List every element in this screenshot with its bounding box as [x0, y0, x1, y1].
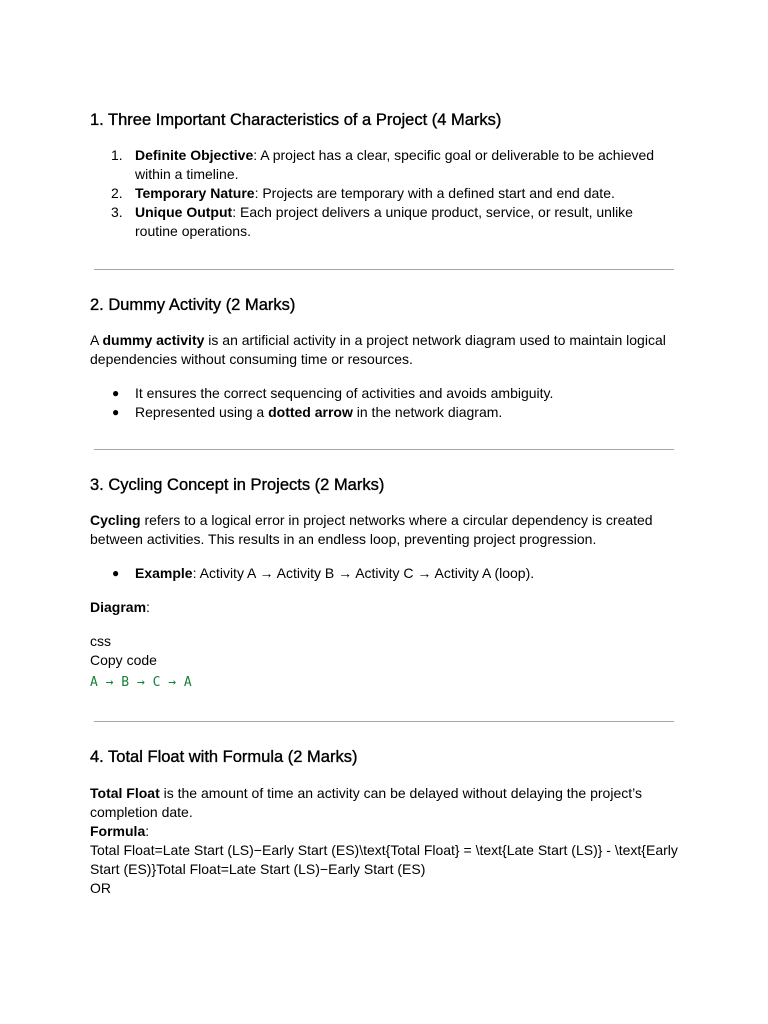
list-text: : Each project delivers a unique product, service, or result, unlike routine operations. — [135, 204, 633, 239]
term-dummy-activity: dummy activity — [102, 332, 205, 348]
dummy-activity-bullets — [90, 384, 678, 422]
section-divider — [94, 269, 674, 270]
list-item — [90, 184, 678, 203]
bullet-text: Represented using a — [135, 404, 269, 420]
bullet-text: in the network diagram. — [352, 404, 503, 420]
cycling-definition — [90, 511, 678, 549]
bullet-icon: ● — [112, 405, 120, 419]
bullet-icon: ● — [112, 386, 120, 400]
formula-label — [90, 822, 678, 841]
list-number: 2. — [111, 185, 123, 201]
colon: : — [146, 599, 150, 615]
code-block: A → B → C → A — [90, 675, 192, 690]
section-3-heading: 3. Cycling Concept in Projects (2 Marks) — [90, 476, 385, 494]
list-term: Temporary Nature — [135, 185, 255, 201]
list-item — [90, 146, 678, 184]
dummy-activity-definition — [90, 331, 678, 369]
list-item — [90, 403, 678, 422]
bullet-text: : Activity A → Activity B → Activity C → Activity A (loop). — [192, 565, 535, 581]
list-item — [90, 384, 678, 403]
list-text: : A project has a clear, specific goal or deliverable to be achieved within a timeline. — [135, 147, 655, 182]
term-cycling: Cycling — [90, 512, 141, 528]
bullet-text: It ensures the correct sequencing of activities and avoids ambiguity. — [135, 385, 554, 401]
diagram-label — [90, 598, 678, 617]
text-prefix: A — [90, 332, 103, 348]
section-2-heading: 2. Dummy Activity (2 Marks) — [90, 296, 296, 314]
section-4-heading: 4. Total Float with Formula (2 Marks) — [90, 748, 358, 766]
section-1-heading: 1. Three Important Characteristics of a Project (4 Marks) — [90, 111, 502, 129]
cycling-bullets — [90, 564, 678, 583]
total-float-definition — [90, 784, 678, 822]
term-diagram: Diagram — [90, 599, 147, 615]
definition-text: refers to a logical error in project networks where a circular dependency is created between activities. This results in an endless loop, preventing project progression. — [90, 512, 653, 547]
list-item — [90, 203, 678, 241]
list-text: : Projects are temporary with a defined start and end date. — [254, 185, 615, 201]
list-number: 3. — [111, 204, 123, 220]
definition-text: is an artificial activity in a project network diagram used to maintain logical dependencies without consuming time or resources. — [90, 332, 666, 367]
list-term: Unique Output — [135, 204, 233, 220]
formula-text: Total Float=Late Start (LS)−Early Start (ES)\text{Total Float} = \text{Late Start (LS)} - \text{Early Start (ES)}Total Float=Late Start (LS)−Early Start (ES) — [90, 842, 678, 877]
section-divider — [94, 449, 674, 450]
list-number: 1. — [111, 147, 123, 163]
term-example: Example — [135, 565, 193, 581]
list-term: Definite Objective — [135, 147, 254, 163]
term-formula: Formula — [90, 823, 146, 839]
term-total-float: Total Float — [90, 785, 160, 801]
copy-code-button[interactable]: Copy code — [90, 652, 157, 668]
list-item — [90, 564, 678, 583]
document-page — [90, 110, 678, 898]
code-language-label: css — [90, 633, 111, 649]
term-dotted-arrow: dotted arrow — [268, 404, 353, 420]
or-text: OR — [90, 880, 111, 896]
bullet-icon: ● — [112, 566, 120, 580]
characteristics-list — [90, 146, 678, 241]
section-divider — [94, 721, 674, 722]
definition-text: is the amount of time an activity can be delayed without delaying the project’s completion date. — [90, 785, 642, 820]
colon: : — [145, 823, 150, 839]
